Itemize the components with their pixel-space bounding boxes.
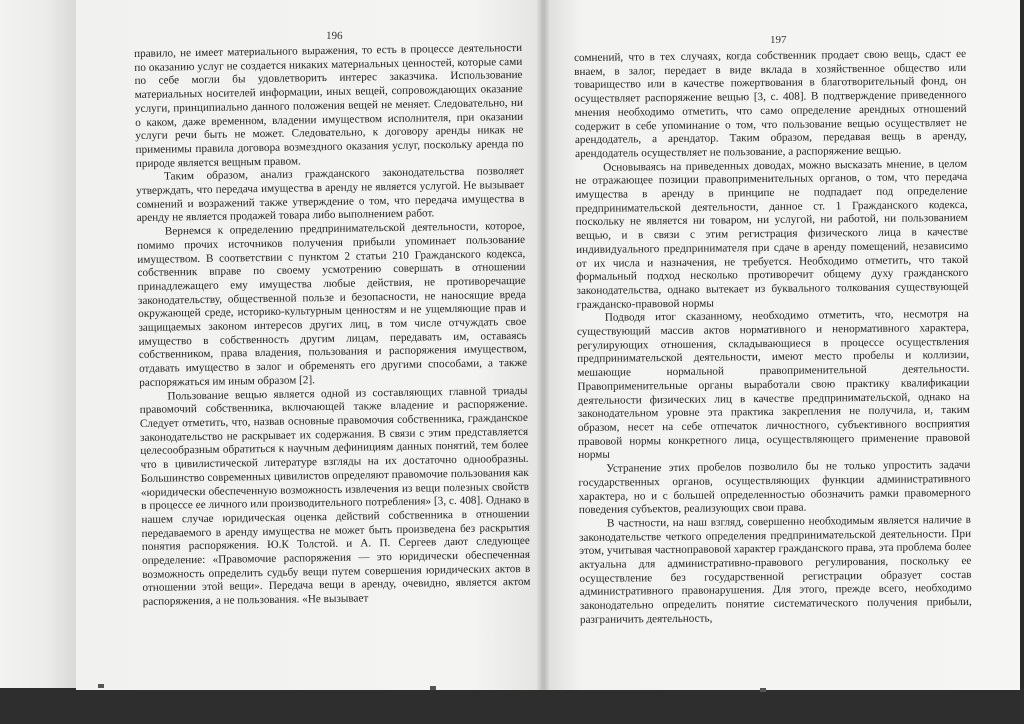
paragraph: Устранение этих пробелов позволило бы не только упростить задачи государственных органов, осуществляющих функции административного характера, но и с большей определенностью обозначить рамки правомерного поведения субъектов, реализующих свои права. (578, 458, 971, 517)
page-number-right: 197 (770, 34, 787, 46)
scanner-edge (0, 0, 76, 724)
scan-artifact (98, 684, 104, 688)
scan-artifact (760, 688, 766, 692)
paragraph: Подводя итог сказанному, необходимо отметить, что, несмотря на существующий массив актов нормативного и ненормативного характера, регулирующих отношения, складывающиеся в процессе осуществления предпринимательской деятельности, имеют место пробелы и коллизии, мешающие нормальной правоприменительной деятельности. Правоприменительные органы выработали свою практику квалификации деятельности физических лиц в качестве предпринимательской, однако на законодательном уровне эта практика закрепления не получила, и, таким образом, несет на себе отпечаток личностного, субъективного восприятия правовой нормы конкретного лица, осуществляющего применение правовой нормы (576, 308, 971, 462)
paragraph: правило, не имеет материального выражения, то есть в процессе деятельности по оказанию услуг не создается никаких материальных ценностей, которые сами по себе могли бы удовлетворить интерес заказчика. Использование материальных носителей информации, иных вещей, сопровождающих оказание услуги, принципиально данного положения вещей не меняет. Следовательно, ни о каком, даже временном, владении имуществом исполнителя, при оказании услуги речи быть не может. Следовательно, к договору аренды никак не применимы правила договора возмездного оказания услуг, поскольку аренда по природе является вещным правом. (134, 41, 524, 170)
left-page-text (134, 42, 531, 610)
page-number-left: 196 (325, 29, 343, 43)
paragraph: Пользование вещью является одной из составляющих главной триады правомочий собственника, включающей также владение и распоряжение. Следует отметить, что, назвав основные правомочия собственника, гражданское законодательство не раскрывает их содержания. В связи с этим представляется целесообразным обратиться к научным дефинициям данных понятий, тем более что в цивилистической литературе взгляды на их достаточно однообразны. Большинство современных цивилистов определяют правомочие пользования как «юридически обеспеченную возможность извлечения из вещи полезных свойств в процессе ее личного или производительного потребления» [3, с. 408]. Однако в нашем случае юридическая оценка действий собственника в отношении передаваемого в аренду имущества не может быть произведена без раскрытия понятия распоряжения. Ю.К Толстой. и А. П. Сергеев дают следующее определение: «Правомочие распоряжения — это юридически обеспеченная возможность определить судьбу вещи путем совершения юридических актов в отношении этой вещи». Передача вещи в аренду, очевидно, является актом распоряжения, а не пользования. «Не вызывает (139, 384, 531, 609)
book-gutter (536, 0, 550, 690)
right-page-text (574, 48, 972, 628)
paragraph: Основываясь на приведенных доводах, можно высказать мнение, в целом не отражающее позиции правоприменительных органов, о том, что передача имущества в аренду в принципе не подпадает под определение предпринимательской деятельности, данное ст. 1 Гражданского кодекса, поскольку не является ни товаром, ни услугой, ни работой, ни пользованием вещью, и в связи с этим регистрация физического лица в качестве индивидуального предпринимателя при сдаче в аренду помещений, независимо от их числа и назначения, не требуется. Необходимо отметить, что такой формальный подход несколько противоречит общему духу гражданского законодательства, однако вытекает из буквального толкования существующей гражданско-правовой нормы (575, 157, 969, 311)
scan-artifact (430, 686, 436, 690)
paragraph: В частности, на наш взгляд, совершенно необходимым является наличие в законодательстве четкого определения предпринимательской деятельности. При этом, учитывая частноправовой характер гражданского права, эта проблема более актуальна для административно-правового регулирования, поскольку ее осуществление без государственной регистрации образует состав административного правонарушения. Для этого, прежде всего, необходимо законодательно определить понятие систематического получения прибыли, разграничить деятельность, (579, 513, 972, 626)
right-page (544, 0, 1020, 690)
paragraph: Таким образом, анализ гражданского законодательства позволяет утверждать, что передача имущества в аренду не является услугой. Не вызывает сомнений и возражений также утверждение о том, что передача имущества в аренду не является продажей товара либо выполнением работ. (136, 165, 525, 225)
scanner-border (0, 688, 1024, 724)
paragraph: Вернемся к определению предпринимательской деятельности, которое, помимо прочих источников получения прибыли упоминает пользование имуществом. В соответствии с пунктом 2 статьи 210 Гражданского кодекса, собственник вправе по своему усмотрению совершать в отношении принадлежащего ему имущества любые действия, не противоречащие законодательству, общественной пользе и безопасности, не наносящие вреда окружающей среде, историко-культурным ценностям и не ущемляющие прав и защищаемых законом интересов других лиц, в том числе отчуждать свое имущество в собственность другим лицам, передавать им, оставаясь собственником, права владения, пользования и распоряжения имуществом, отдавать имущество в залог и обременять его другими способами, а также распоряжаться им иным образом [2]. (137, 220, 528, 389)
paragraph: сомнений, что в тех случаях, когда собственник продает свою вещь, сдаст ее внаем, в залог, передает в виде вклада в хозяйственное общество или товарищество или в качестве пожертвования в благотворительный фонд, он осуществляет распоряжение вещью [3, с. 408]. В подтверждение приведенного мнения необходимо отметить, что само определение арендных отношений содержит в себе упоминание о том, что пользование вещью осуществляет не арендодатель, а арендатор. Таким образом, передавая вещь в аренду, арендодатель осуществляет не пользование, а распоряжение вещью. (574, 47, 967, 160)
left-page (76, 0, 544, 690)
